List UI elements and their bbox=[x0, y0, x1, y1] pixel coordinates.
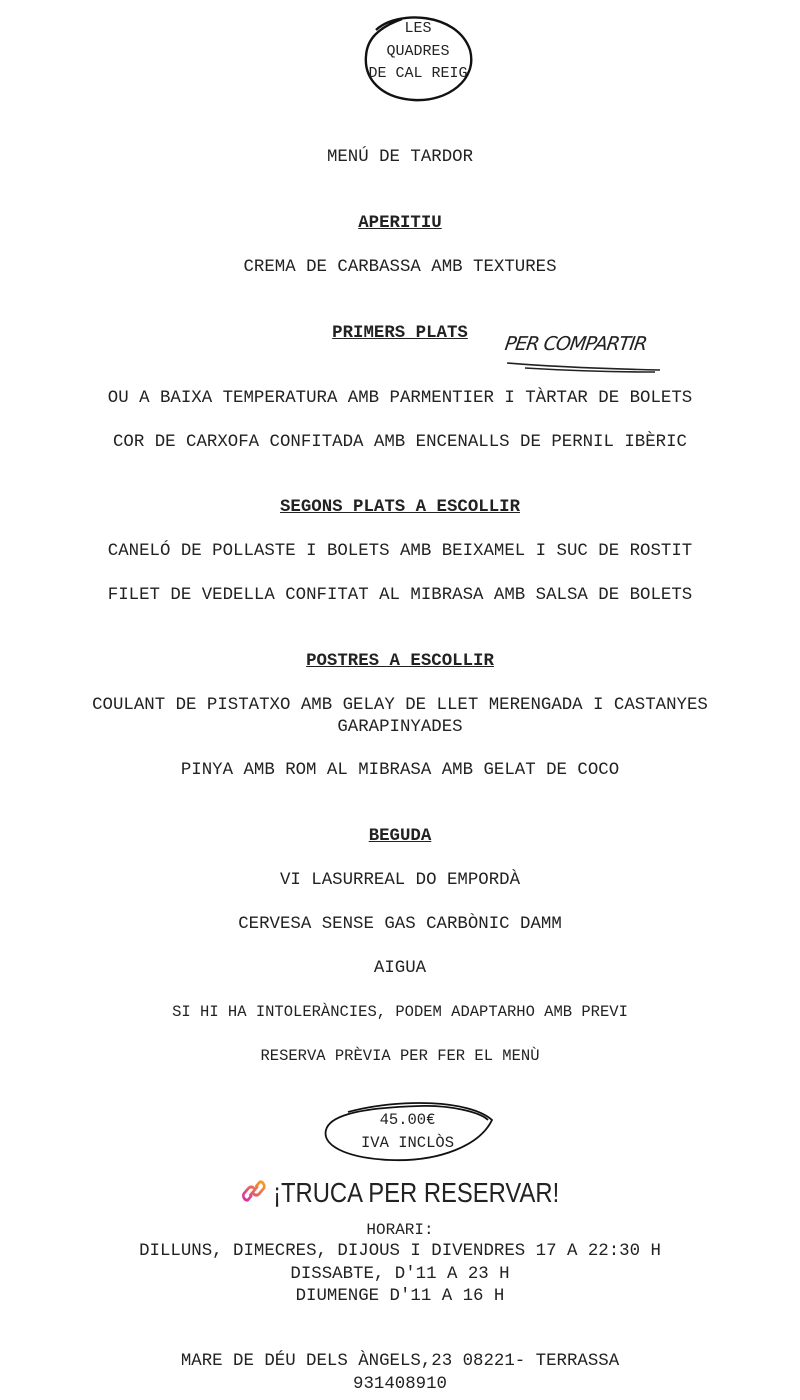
schedule-line: DILLUNS, DIMECRES, DIJOUS I DIVENDRES 17 A 22:30 H bbox=[139, 1242, 661, 1261]
schedule-line: DIUMENGE D'11 A 16 H bbox=[295, 1287, 505, 1306]
menu-item: FILET DE VEDELLA CONFITAT AL MIBRASA AMB SALSA DE BOLETS bbox=[107, 586, 693, 605]
note-intolerances: SI HI HA INTOLERÀNCIES, PODEM ADAPTARHO AMB PREVI bbox=[172, 1003, 628, 1021]
menu-item: CREMA DE CARBASSA AMB TEXTURES bbox=[243, 258, 557, 277]
section-heading-aperitiu: APERITIU bbox=[358, 214, 442, 233]
phone-number[interactable]: 931408910 bbox=[353, 1375, 447, 1394]
section-heading-postres: POSTRES A ESCOLLIR bbox=[306, 652, 494, 671]
handwritten-underline bbox=[505, 358, 665, 374]
call-to-reserve-label: ¡TRUCA PER RESERVAR! bbox=[273, 1177, 560, 1208]
menu-item: OU A BAIXA TEMPERATURA AMB PARMENTIER I TÀRTAR DE BOLETS bbox=[107, 389, 693, 408]
address: MARE DE DÉU DELS ÀNGELS,23 08221- TERRASSA bbox=[180, 1352, 620, 1371]
call-to-reserve-link[interactable] bbox=[60, 1176, 740, 1210]
section-heading-primers: PRIMERS PLATS bbox=[332, 324, 468, 343]
logo-line: LES bbox=[404, 20, 432, 37]
link-icon bbox=[241, 1176, 267, 1206]
menu-item: COR DE CARXOFA CONFITADA AMB ENCENALLS DE PERNIL IBÈRIC bbox=[113, 433, 687, 452]
section-heading-segons: SEGONS PLATS A ESCOLLIR bbox=[279, 498, 521, 517]
handwritten-note: PER COMPARTIR bbox=[503, 333, 648, 355]
logo-line: DE CAL REIG bbox=[368, 65, 468, 82]
schedule-line: DISSABTE, D'11 A 23 H bbox=[290, 1265, 510, 1284]
menu-item: CERVESA SENSE GAS CARBÒNIC DAMM bbox=[238, 915, 562, 934]
menu-item: AIGUA bbox=[373, 959, 427, 978]
menu-item: CANELÓ DE POLLASTE I BOLETS AMB BEIXAMEL I SUC DE ROSTIT bbox=[107, 542, 693, 561]
logo-line: QUADRES bbox=[386, 42, 450, 60]
menu-item: VI LASURREAL DO EMPORDÀ bbox=[279, 871, 521, 890]
note-reservation: RESERVA PRÈVIA PER FER EL MENÙ bbox=[260, 1047, 540, 1065]
price-block bbox=[320, 1109, 495, 1155]
menu-item-continuation: GARAPINYADES bbox=[337, 718, 463, 737]
menu-item: COULANT DE PISTATXO AMB GELAY DE LLET MERENGADA I CASTANYES bbox=[92, 696, 708, 715]
logo-text bbox=[362, 18, 474, 86]
menu-item: PINYA AMB ROM AL MIBRASA AMB GELAT DE COCO bbox=[180, 761, 620, 780]
price-amount: 45.00€ bbox=[379, 1111, 436, 1129]
section-heading-beguda: BEGUDA bbox=[368, 827, 432, 846]
menu-title: MENÚ DE TARDOR bbox=[326, 148, 474, 167]
price-tax: IVA INCLÒS bbox=[360, 1134, 454, 1152]
schedule-title: HORARI: bbox=[366, 1221, 434, 1239]
